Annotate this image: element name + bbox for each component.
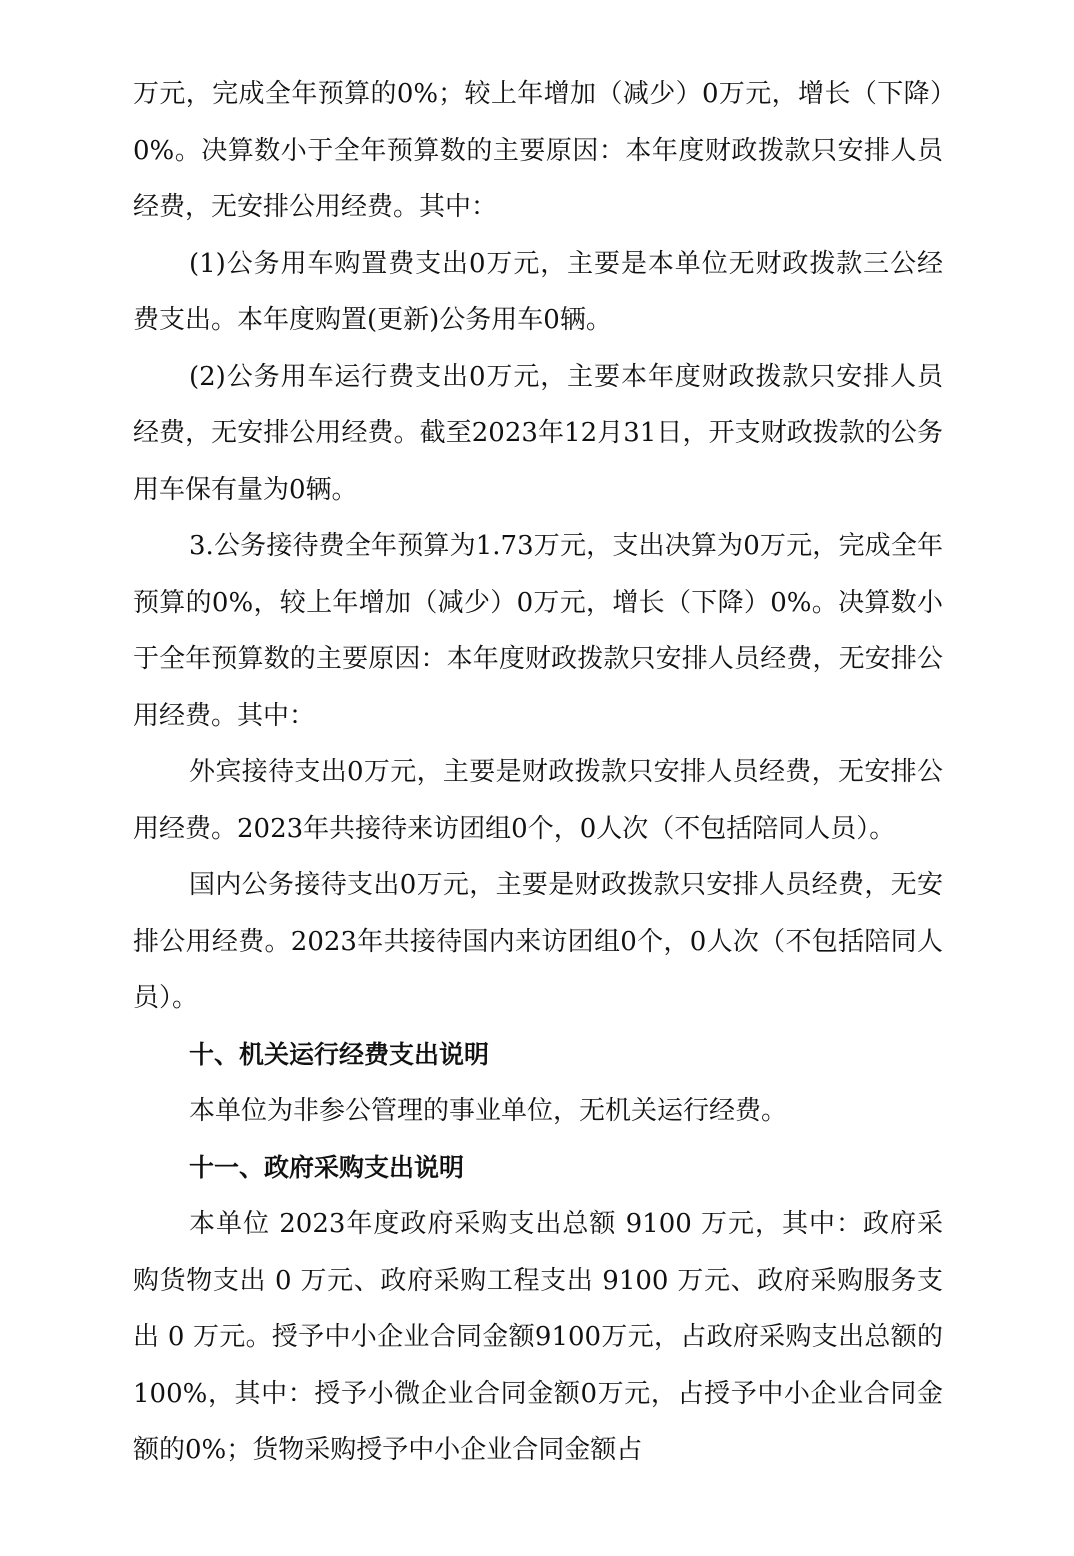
paragraph-domestic-reception: 国内公务接待支出0万元，主要是财政拨款只安排人员经费，无安排公用经费。2023年共接待国内来访团组0个，0人次（不包括陪同人员）。: [133, 870, 943, 1013]
paragraph-vehicle-operation: (2)公务用车运行费支出0万元，主要本年度财政拨款只安排人员经费，无安排公用经费。截至2023年12月31日，开支财政拨款的公务用车保有量为0辆。: [133, 361, 943, 505]
document-page: [133, 66, 943, 1479]
paragraph-operating-expenses: 本单位为非参公管理的事业单位，无机关运行经费。: [189, 1096, 788, 1126]
paragraph-foreign-reception: 外宾接待支出0万元，主要是财政拨款只安排人员经费，无安排公用经费。2023年共接待来访团组0个，0人次（不包括陪同人员）。: [133, 757, 943, 844]
section-heading-operating-expenses: 十、机关运行经费支出说明: [189, 1039, 490, 1069]
paragraph-reception-budget: 3.公务接待费全年预算为1.73万元，支出决算为0万元，完成全年预算的0%，较上年增加（减少）0万元，增长（下降）0%。决算数小于全年预算数的主要原因：本年度财政拨款只安排人员经费，无安排公用经费。其中：: [133, 531, 943, 731]
section-heading-procurement: 十一、政府采购支出说明: [189, 1152, 465, 1182]
paragraph-budget-continuation: 万元，完成全年预算的0%；较上年增加（减少）0万元，增长（下降）0%。决算数小于全年预算数的主要原因：本年度财政拨款只安排人员经费，无安排公用经费。其中：: [133, 79, 943, 222]
paragraph-procurement: 本单位 2023年度政府采购支出总额 9100 万元，其中：政府采购货物支出 0 万元、政府采购工程支出 9100 万元、政府采购服务支出 0 万元。授予中小企业合同金额9100万元，占政府采购支出总额的100%，其中：授予小微企业合同金额0万元，占授予中小企业合同金额的0%；货物采购授予中小企业合同金额占: [133, 1209, 943, 1465]
paragraph-vehicle-purchase: (1)公务用车购置费支出0万元，主要是本单位无财政拨款三公经费支出。本年度购置(更新)公务用车0辆。: [133, 248, 943, 335]
